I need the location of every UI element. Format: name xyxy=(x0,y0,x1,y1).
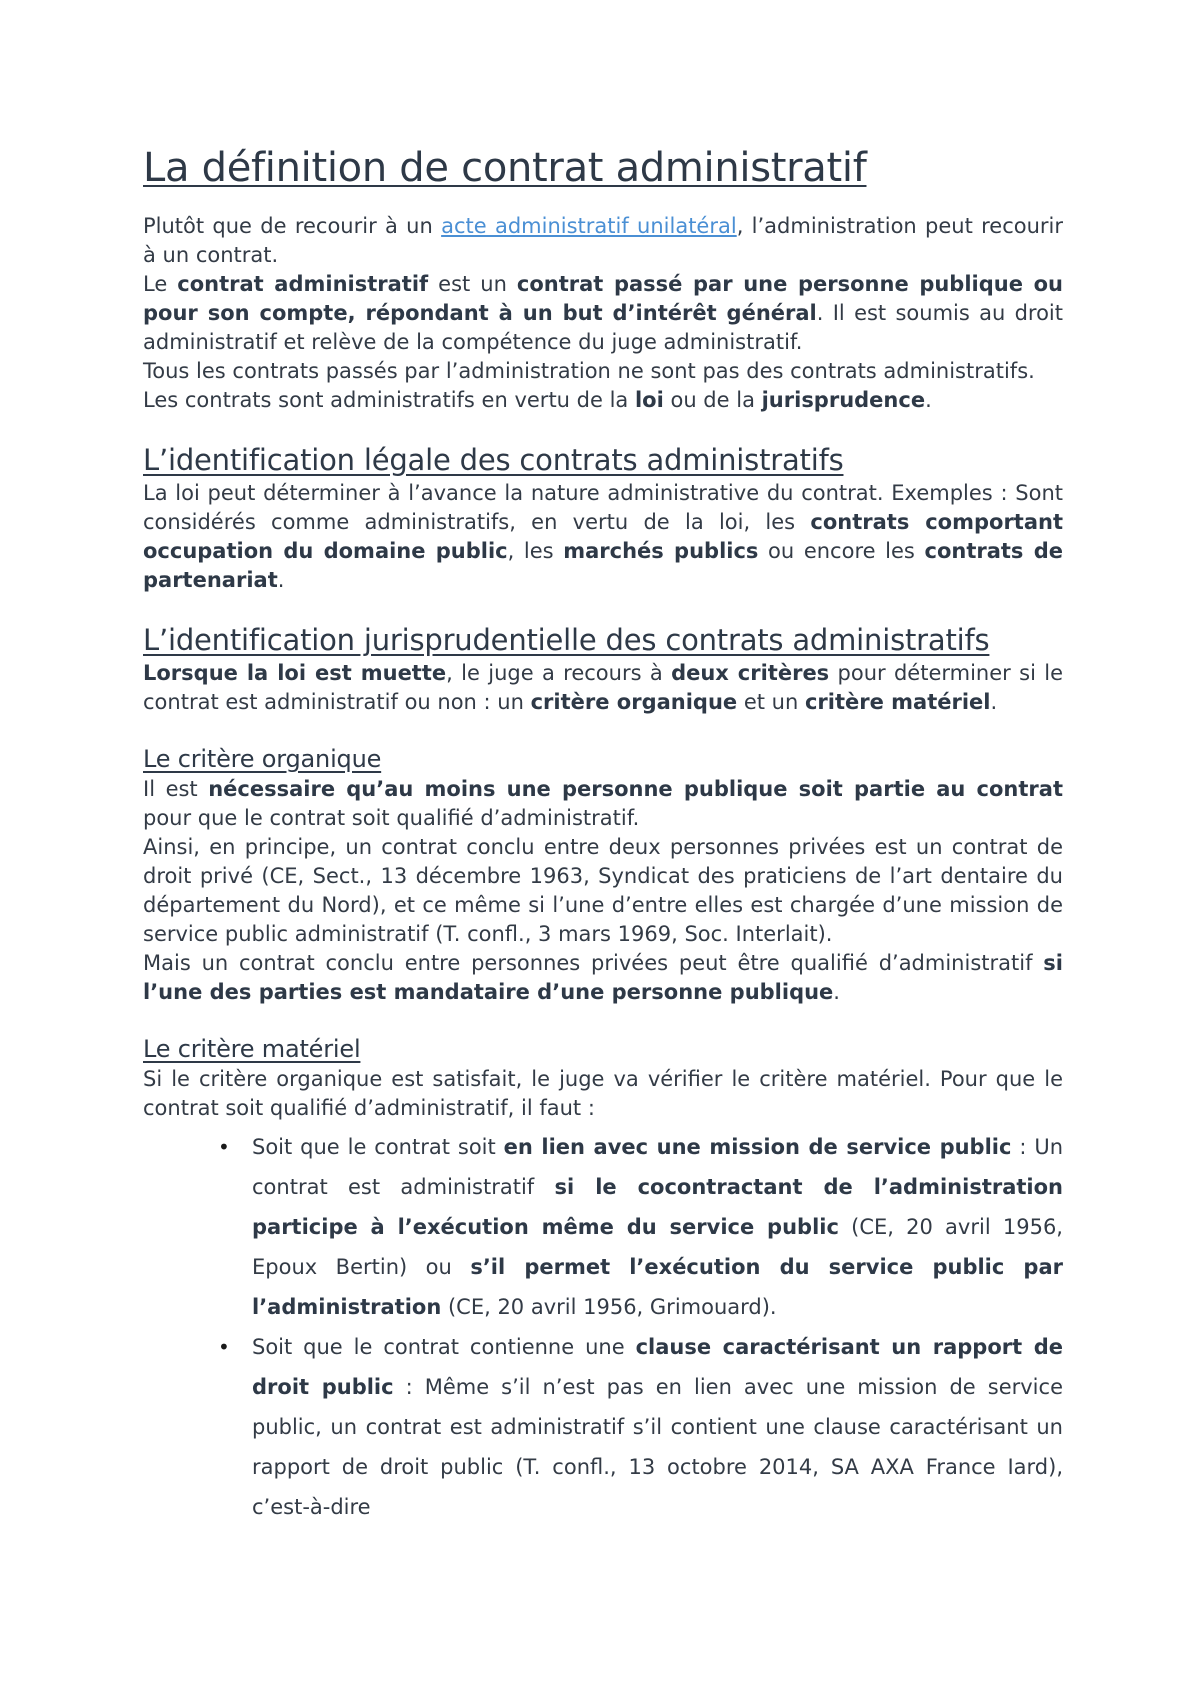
legal-text: , les xyxy=(507,539,564,563)
item-text: : Même s’il n’est pas en lien avec une mission de service public, un contrat est administratif s’il contient une clause caractérisant un rapport de droit public (T. confl., 13 octobre 2014, SA AXA France Iard), c’est-à-dire xyxy=(252,1375,1063,1519)
bold-term: critère organique xyxy=(530,690,738,714)
legal-paragraph xyxy=(143,479,1063,595)
intro-text: Les contrats sont administratifs en vertu de la xyxy=(143,388,635,412)
acte-administratif-link[interactable]: acte administratif unilatéral xyxy=(441,214,737,238)
intro-text: ou de la xyxy=(663,388,762,412)
organique-section xyxy=(143,743,1063,1007)
bold-term: s’il permet l’exécution du service public par l’administration xyxy=(252,1255,1063,1319)
intro-text: est un xyxy=(428,272,517,296)
list-item xyxy=(218,1327,1063,1527)
bold-term: contrats de partenariat xyxy=(143,539,1063,592)
intro-paragraph-2 xyxy=(143,270,1063,357)
item-text: : Un contrat est administratif xyxy=(252,1135,1064,1199)
bold-term: marchés publics xyxy=(563,539,759,563)
organique-text: Il est xyxy=(143,777,209,801)
intro-text: . Il est soumis au droit administratif et relève de la compétence du juge administratif. xyxy=(143,301,1063,354)
legal-section xyxy=(143,441,1063,595)
bold-term: critère matériel xyxy=(804,690,991,714)
organique-text: pour que le contrat soit qualifié d’administratif. xyxy=(143,806,640,830)
bold-term: contrats comportant occupation du domaine public xyxy=(143,510,1063,563)
item-text: Soit que le contrat soit xyxy=(252,1135,504,1159)
organique-paragraph-3 xyxy=(143,949,1063,1007)
materiel-intro: Si le critère organique est satisfait, le juge va vérifier le critère matériel. Pour que le contrat soit qualifié d’administratif, il faut : xyxy=(143,1067,1063,1120)
bold-term: clause caractérisant un rapport de droit public xyxy=(252,1335,1063,1399)
bold-term: si le cocontractant de l’administration participe à l’exécution même du service public xyxy=(252,1175,1063,1239)
organique-text: Mais un contrat conclu entre personnes privées peut être qualifié d’administratif xyxy=(143,951,1044,975)
legal-heading: L’identification légale des contrats administratifs xyxy=(143,443,844,477)
intro-paragraph-1 xyxy=(143,212,1063,270)
intro-text: . xyxy=(925,388,932,412)
intro-section xyxy=(143,212,1063,415)
intro-paragraph-3: Tous les contrats passés par l’administration ne sont pas des contrats administratifs. xyxy=(143,359,1035,383)
materiel-section xyxy=(143,1033,1063,1527)
bold-term: nécessaire qu’au moins une personne publique soit partie au contrat xyxy=(208,777,1063,801)
legal-text: ou encore les xyxy=(758,539,925,563)
organique-heading: Le critère organique xyxy=(143,745,382,773)
bold-term: loi xyxy=(634,388,664,412)
juris-text: et un xyxy=(737,690,805,714)
bold-term: jurisprudence xyxy=(761,388,926,412)
organique-paragraph-1 xyxy=(143,775,1063,833)
item-text: (CE, 20 avril 1956, Epoux Bertin) ou xyxy=(252,1215,1063,1279)
juris-paragraph xyxy=(143,659,1063,717)
bold-term: deux critères xyxy=(671,661,830,685)
juris-text: , le juge a recours à xyxy=(446,661,672,685)
bold-term: si l’une des parties est mandataire d’une personne publique xyxy=(143,951,1063,1004)
item-text: (CE, 20 avril 1956, Grimouard). xyxy=(441,1295,777,1319)
intro-text: Le xyxy=(143,272,178,296)
organique-text: . xyxy=(833,980,840,1004)
intro-text: Plutôt que de recourir à un xyxy=(143,214,442,238)
intro-paragraph-4 xyxy=(143,386,1063,415)
document-title: La définition de contrat administratif xyxy=(143,145,867,191)
list-item xyxy=(218,1127,1064,1327)
bold-term: contrat passé par une personne publique ou pour son compte, répondant à un but d’intérêt général xyxy=(143,272,1063,325)
intro-text: , l’administration peut recourir à un contrat. xyxy=(143,214,1064,267)
item-text: Soit que le contrat contienne une xyxy=(252,1335,636,1359)
bold-term: en lien avec une mission de service public xyxy=(503,1135,1012,1159)
bold-term: Lorsque la loi est muette xyxy=(143,661,447,685)
bullet-icon: • xyxy=(218,1135,230,1159)
legal-text: La loi peut déterminer à l’avance la nature administrative du contrat. Exemples : Sont considérés comme administratifs, en vertu de la loi, les xyxy=(143,481,1063,534)
criteria-list xyxy=(143,1127,1063,1527)
bullet-icon: • xyxy=(218,1335,230,1359)
materiel-heading: Le critère matériel xyxy=(143,1035,361,1063)
document-page xyxy=(143,140,1063,1527)
juris-text: pour déterminer si le contrat est administratif ou non : un xyxy=(143,661,1063,714)
juris-section xyxy=(143,621,1063,717)
juris-heading: L’identification jurisprudentielle des contrats administratifs xyxy=(143,623,990,657)
organique-paragraph-2: Ainsi, en principe, un contrat conclu entre deux personnes privées est un contrat de droit privé (CE, Sect., 13 décembre 1963, Syndicat des praticiens de l’art dentaire du département du Nord), et ce même si l’une d’entre elles est chargée d’une mission de service public administratif (T. confl., 3 mars 1969, Soc. Interlait). xyxy=(143,835,1063,946)
bold-term: contrat administratif xyxy=(177,272,429,296)
legal-text: . xyxy=(277,568,285,592)
juris-text: . xyxy=(990,690,998,714)
